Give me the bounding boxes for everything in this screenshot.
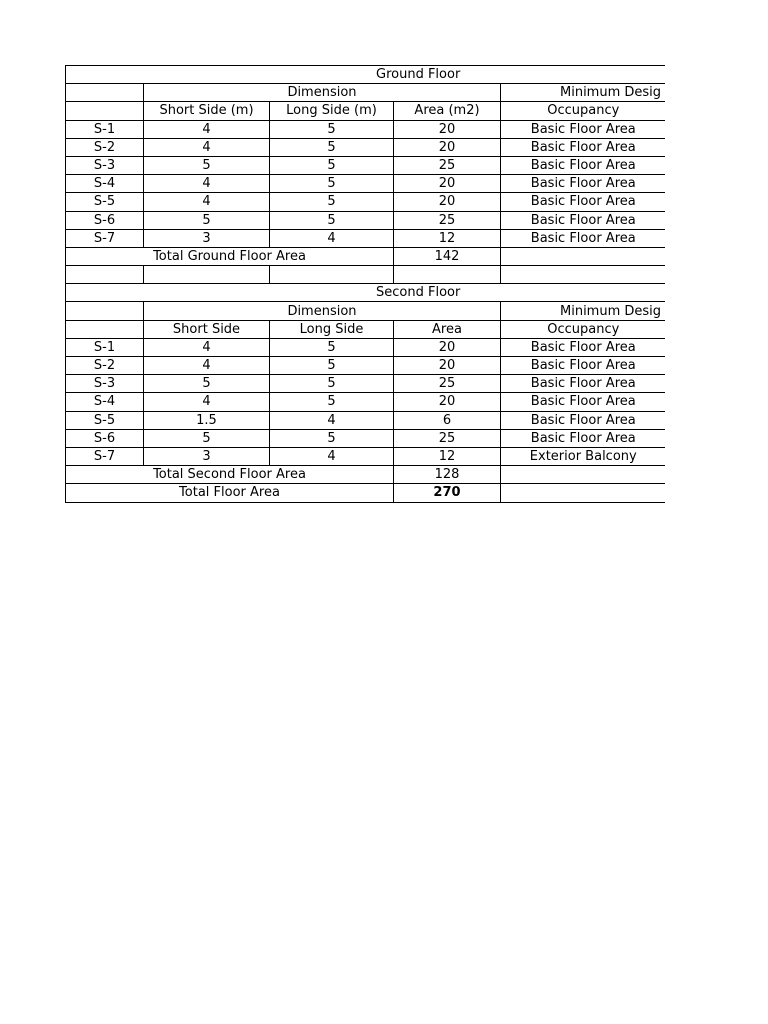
second-total-label[interactable]: Total Second Floor Area bbox=[66, 466, 394, 484]
long-side-cell[interactable]: 5 bbox=[270, 156, 394, 174]
space-id-cell[interactable]: S-7 bbox=[66, 229, 144, 247]
cell-empty[interactable] bbox=[394, 266, 501, 284]
second-floor-title[interactable]: Second Floor bbox=[66, 284, 666, 302]
long-side-cell[interactable]: 5 bbox=[270, 429, 394, 447]
short-side-cell[interactable]: 4 bbox=[144, 175, 270, 193]
area-cell[interactable]: 25 bbox=[394, 156, 501, 174]
area-cell[interactable]: 25 bbox=[394, 375, 501, 393]
second-total-row bbox=[66, 466, 666, 484]
short-side-cell[interactable]: 4 bbox=[144, 193, 270, 211]
short-side-cell[interactable]: 3 bbox=[144, 447, 270, 465]
table-row bbox=[66, 338, 666, 356]
ground-title-row bbox=[66, 66, 666, 84]
area-cell[interactable]: 25 bbox=[394, 429, 501, 447]
space-id-cell[interactable]: S-6 bbox=[66, 429, 144, 447]
long-side-cell[interactable]: 4 bbox=[270, 229, 394, 247]
space-id-cell[interactable]: S-6 bbox=[66, 211, 144, 229]
occupancy-cell[interactable]: Basic Floor Area bbox=[501, 338, 666, 356]
cell-empty[interactable] bbox=[144, 266, 270, 284]
space-id-cell[interactable]: S-5 bbox=[66, 193, 144, 211]
area-cell[interactable]: 20 bbox=[394, 175, 501, 193]
occupancy-cell[interactable]: Basic Floor Area bbox=[501, 393, 666, 411]
short-side-cell[interactable]: 4 bbox=[144, 138, 270, 156]
dimension-header[interactable]: Dimension bbox=[144, 84, 501, 102]
space-id-cell[interactable]: S-4 bbox=[66, 393, 144, 411]
table-row bbox=[66, 175, 666, 193]
occupancy-cell[interactable]: Basic Floor Area bbox=[501, 193, 666, 211]
short-side-cell[interactable]: 5 bbox=[144, 156, 270, 174]
occupancy-cell[interactable]: Basic Floor Area bbox=[501, 357, 666, 375]
space-id-cell[interactable]: S-1 bbox=[66, 338, 144, 356]
occupancy-header[interactable]: Occupancy bbox=[501, 320, 666, 338]
second-title-row bbox=[66, 284, 666, 302]
short-side-cell[interactable]: 5 bbox=[144, 211, 270, 229]
long-side-header[interactable]: Long Side (m) bbox=[270, 102, 394, 120]
short-side-cell[interactable]: 5 bbox=[144, 375, 270, 393]
area-cell[interactable]: 12 bbox=[394, 229, 501, 247]
short-side-header[interactable]: Short Side bbox=[144, 320, 270, 338]
area-cell[interactable]: 12 bbox=[394, 447, 501, 465]
minimum-design-header[interactable]: Minimum Desig bbox=[501, 84, 666, 102]
area-cell[interactable]: 20 bbox=[394, 193, 501, 211]
space-id-cell[interactable]: S-1 bbox=[66, 120, 144, 138]
table-row bbox=[66, 120, 666, 138]
short-side-cell[interactable]: 4 bbox=[144, 338, 270, 356]
table-row bbox=[66, 156, 666, 174]
area-header[interactable]: Area bbox=[394, 320, 501, 338]
spreadsheet bbox=[65, 65, 665, 503]
grand-total-label[interactable]: Total Floor Area bbox=[66, 484, 394, 502]
ground-total-value[interactable]: 142 bbox=[394, 247, 501, 265]
space-id-cell[interactable]: S-2 bbox=[66, 138, 144, 156]
table-row bbox=[66, 193, 666, 211]
occupancy-cell[interactable]: Basic Floor Area bbox=[501, 375, 666, 393]
long-side-cell[interactable]: 5 bbox=[270, 375, 394, 393]
short-side-cell[interactable]: 3 bbox=[144, 229, 270, 247]
area-cell[interactable]: 25 bbox=[394, 211, 501, 229]
area-cell[interactable]: 20 bbox=[394, 120, 501, 138]
long-side-header[interactable]: Long Side bbox=[270, 320, 394, 338]
second-column-header-row bbox=[66, 320, 666, 338]
short-side-header[interactable]: Short Side (m) bbox=[144, 102, 270, 120]
occupancy-header[interactable]: Occupancy bbox=[501, 102, 666, 120]
area-header[interactable]: Area (m2) bbox=[394, 102, 501, 120]
ground-group-header-row bbox=[66, 84, 666, 102]
table-row bbox=[66, 375, 666, 393]
dimension-header[interactable]: Dimension bbox=[144, 302, 501, 320]
grand-total-row bbox=[66, 484, 666, 502]
area-cell[interactable]: 20 bbox=[394, 338, 501, 356]
long-side-cell[interactable]: 5 bbox=[270, 338, 394, 356]
short-side-cell[interactable]: 4 bbox=[144, 120, 270, 138]
grand-total-value[interactable]: 270 bbox=[394, 484, 501, 502]
ground-column-header-row bbox=[66, 102, 666, 120]
cell-empty[interactable] bbox=[66, 266, 144, 284]
cell-empty[interactable] bbox=[66, 102, 144, 120]
ground-total-row bbox=[66, 247, 666, 265]
cell-empty[interactable] bbox=[66, 320, 144, 338]
ground-total-label[interactable]: Total Ground Floor Area bbox=[66, 247, 394, 265]
occupancy-cell[interactable]: Basic Floor Area bbox=[501, 120, 666, 138]
cell-empty[interactable] bbox=[66, 84, 144, 102]
space-id-cell[interactable]: S-2 bbox=[66, 357, 144, 375]
long-side-cell[interactable]: 5 bbox=[270, 120, 394, 138]
area-cell[interactable]: 20 bbox=[394, 393, 501, 411]
long-side-cell[interactable]: 5 bbox=[270, 175, 394, 193]
occupancy-cell[interactable]: Basic Floor Area bbox=[501, 411, 666, 429]
second-group-header-row bbox=[66, 302, 666, 320]
cell-empty[interactable] bbox=[66, 302, 144, 320]
cell-empty[interactable] bbox=[501, 266, 666, 284]
second-total-value[interactable]: 128 bbox=[394, 466, 501, 484]
table-row bbox=[66, 211, 666, 229]
short-side-cell[interactable]: 1.5 bbox=[144, 411, 270, 429]
long-side-cell[interactable]: 5 bbox=[270, 211, 394, 229]
table-row bbox=[66, 357, 666, 375]
floor-area-table bbox=[65, 65, 665, 503]
cell-empty[interactable] bbox=[270, 266, 394, 284]
table-row bbox=[66, 393, 666, 411]
occupancy-cell[interactable]: Basic Floor Area bbox=[501, 211, 666, 229]
long-side-cell[interactable]: 4 bbox=[270, 447, 394, 465]
cell-empty[interactable] bbox=[501, 247, 666, 265]
space-id-cell[interactable]: S-3 bbox=[66, 156, 144, 174]
long-side-cell[interactable]: 5 bbox=[270, 357, 394, 375]
area-cell[interactable]: 20 bbox=[394, 357, 501, 375]
occupancy-cell[interactable]: Basic Floor Area bbox=[501, 156, 666, 174]
table-row bbox=[66, 229, 666, 247]
table-row bbox=[66, 138, 666, 156]
area-cell[interactable]: 20 bbox=[394, 138, 501, 156]
short-side-cell[interactable]: 4 bbox=[144, 357, 270, 375]
area-cell[interactable]: 6 bbox=[394, 411, 501, 429]
space-id-cell[interactable]: S-7 bbox=[66, 447, 144, 465]
table-row bbox=[66, 411, 666, 429]
long-side-cell[interactable]: 5 bbox=[270, 393, 394, 411]
cell-empty[interactable] bbox=[501, 484, 666, 502]
occupancy-cell[interactable]: Basic Floor Area bbox=[501, 138, 666, 156]
occupancy-cell[interactable]: Basic Floor Area bbox=[501, 175, 666, 193]
minimum-design-header[interactable]: Minimum Desig bbox=[501, 302, 666, 320]
space-id-cell[interactable]: S-3 bbox=[66, 375, 144, 393]
cell-empty[interactable] bbox=[501, 466, 666, 484]
occupancy-cell[interactable]: Basic Floor Area bbox=[501, 429, 666, 447]
ground-floor-title[interactable]: Ground Floor bbox=[66, 66, 666, 84]
long-side-cell[interactable]: 5 bbox=[270, 138, 394, 156]
table-row bbox=[66, 429, 666, 447]
occupancy-cell[interactable]: Exterior Balcony bbox=[501, 447, 666, 465]
long-side-cell[interactable]: 5 bbox=[270, 193, 394, 211]
blank-row bbox=[66, 266, 666, 284]
table-row bbox=[66, 447, 666, 465]
space-id-cell[interactable]: S-5 bbox=[66, 411, 144, 429]
occupancy-cell[interactable]: Basic Floor Area bbox=[501, 229, 666, 247]
short-side-cell[interactable]: 4 bbox=[144, 393, 270, 411]
space-id-cell[interactable]: S-4 bbox=[66, 175, 144, 193]
short-side-cell[interactable]: 5 bbox=[144, 429, 270, 447]
long-side-cell[interactable]: 4 bbox=[270, 411, 394, 429]
